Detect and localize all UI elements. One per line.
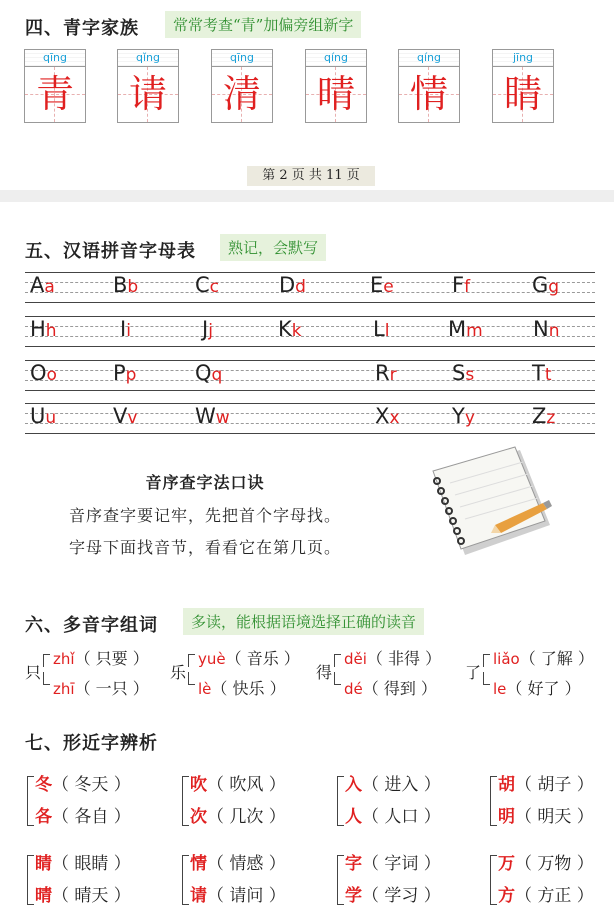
alphabet-row — [25, 403, 595, 433]
example-word: （ 情感 ） — [207, 854, 286, 874]
example-word: （ 几次 ） — [207, 807, 286, 827]
bracket — [483, 654, 490, 667]
letter-pair — [279, 273, 306, 297]
bracket — [490, 776, 497, 826]
hanzi-char: 晴 — [35, 886, 52, 906]
example-word: （ 得到 ） — [362, 679, 437, 698]
polyphone-char: 乐 — [170, 663, 187, 682]
lowercase-letter: s — [465, 365, 475, 385]
hanzi-char: 次 — [190, 807, 207, 827]
lowercase-letter: q — [211, 365, 223, 385]
page-number: 第 2 页 共 11 页 — [247, 166, 375, 186]
example-word: （ 快乐 ） — [211, 679, 286, 698]
hanzi-char: 学 — [345, 886, 362, 906]
example-word: （ 好了 ） — [506, 679, 581, 698]
uppercase-letter: T — [532, 361, 545, 385]
lowercase-letter: m — [466, 321, 483, 341]
letter-pair — [120, 317, 131, 341]
letter-pair — [532, 273, 559, 297]
bracket — [182, 855, 189, 905]
lowercase-letter: a — [44, 277, 55, 297]
lowercase-letter: j — [208, 321, 213, 341]
example-word: （ 人口 ） — [362, 807, 441, 827]
pinyin-label: qǐng — [118, 50, 178, 67]
hanzi-char: 晴 — [316, 72, 355, 116]
letter-pair — [452, 273, 470, 297]
example-word: （ 一只 ） — [74, 679, 149, 698]
letter-pair — [195, 273, 219, 297]
example-word: （ 胡子 ） — [515, 775, 594, 795]
hanzi-char: 万 — [498, 854, 515, 874]
bracket — [334, 654, 341, 667]
hanzi-char: 情 — [190, 854, 207, 874]
section5-hint: 熟记，会默写 — [220, 234, 326, 261]
uppercase-letter: W — [195, 404, 216, 428]
example-word: （ 音乐 ） — [225, 649, 300, 668]
lowercase-letter: k — [291, 321, 302, 341]
pinyin-label: qíng — [306, 50, 366, 67]
hanzi-char: 请 — [128, 72, 167, 116]
lowercase-letter: r — [389, 365, 397, 385]
uppercase-letter: O — [30, 361, 47, 385]
uppercase-letter: D — [279, 273, 296, 297]
example-word: （ 请问 ） — [207, 886, 286, 906]
letter-pair — [375, 404, 399, 428]
lowercase-letter: l — [384, 321, 390, 341]
example-word: （ 各自 ） — [52, 807, 131, 827]
uppercase-letter: Y — [452, 404, 465, 428]
uppercase-letter: R — [375, 361, 390, 385]
rhyme-line-2: 字母下面找音节，看看它在第几页。 — [68, 538, 341, 557]
letter-pair — [30, 361, 57, 385]
hanzi-char: 字 — [345, 854, 362, 874]
uppercase-letter: P — [113, 361, 126, 385]
letter-pair — [30, 317, 57, 341]
letter-pair — [532, 361, 552, 385]
section5-title: 五、汉语拼音字母表 — [25, 241, 196, 262]
rhyme-line-1: 音序查字要记牢，先把首个字母找。 — [68, 506, 341, 525]
hanzi-char: 胡 — [498, 775, 515, 795]
hanzi-char: 人 — [345, 807, 362, 827]
pinyin-reading: zhī — [53, 680, 75, 698]
uppercase-letter: I — [120, 317, 127, 341]
example-word: （ 明天 ） — [515, 807, 594, 827]
alphabet-row — [25, 272, 595, 302]
hanzi-char: 方 — [498, 886, 515, 906]
hanzi-char: 各 — [35, 807, 52, 827]
uppercase-letter: Z — [532, 404, 547, 428]
hanzi-char: 情 — [409, 72, 448, 116]
uppercase-letter: Q — [195, 361, 212, 385]
letter-pair — [533, 317, 560, 341]
section4-hint: 常常考查“青”加偏旁组新字 — [165, 11, 361, 38]
char-box — [398, 49, 460, 123]
pinyin-reading: le — [493, 680, 507, 698]
example-word: （ 万物 ） — [515, 854, 594, 874]
example-word: （ 非得 ） — [366, 649, 442, 668]
letter-pair — [113, 273, 138, 297]
uppercase-letter: E — [370, 273, 384, 297]
lowercase-letter: i — [126, 321, 131, 341]
lowercase-letter: g — [548, 277, 560, 297]
letter-pair — [113, 361, 136, 385]
char-box — [305, 49, 367, 123]
bracket — [27, 855, 34, 905]
hanzi-char: 吹 — [190, 775, 207, 795]
lowercase-letter: z — [546, 408, 556, 428]
uppercase-letter: N — [533, 317, 549, 341]
lowercase-letter: w — [215, 408, 230, 428]
pinyin-label: jīng — [493, 50, 553, 67]
example-word: （ 字词 ） — [362, 854, 441, 874]
uppercase-letter: C — [195, 273, 210, 297]
pinyin-reading: děi — [344, 650, 367, 668]
pinyin-label: qīng — [212, 50, 272, 67]
uppercase-letter: G — [532, 273, 549, 297]
example-word: （ 眼睛 ） — [52, 854, 131, 874]
pinyin-label: qīng — [25, 50, 85, 67]
section7-title: 七、形近字辨析 — [25, 733, 158, 754]
letter-pair — [370, 273, 394, 297]
example-word: （ 了解 ） — [519, 649, 594, 668]
letter-pair — [532, 404, 555, 428]
lowercase-letter: n — [548, 321, 560, 341]
example-word: （ 进入 ） — [362, 775, 441, 795]
bracket — [43, 654, 50, 667]
lowercase-letter: x — [389, 408, 400, 428]
uppercase-letter: B — [113, 273, 128, 297]
notebook-pen-icon — [415, 445, 555, 565]
uppercase-letter: F — [452, 273, 465, 297]
letter-pair — [202, 317, 213, 341]
hanzi-char: 请 — [190, 886, 207, 906]
letter-pair — [30, 404, 56, 428]
lowercase-letter: f — [464, 277, 471, 297]
pinyin-label: qíng — [399, 50, 459, 67]
char-box — [117, 49, 179, 123]
pinyin-reading: liǎo — [493, 650, 520, 668]
char-box — [492, 49, 554, 123]
uppercase-letter: V — [113, 404, 128, 428]
letter-pair — [195, 404, 230, 428]
lowercase-letter: e — [383, 277, 394, 297]
char-box — [211, 49, 273, 123]
bracket — [188, 654, 195, 667]
polyphone-char: 了 — [465, 663, 482, 682]
uppercase-letter: S — [452, 361, 466, 385]
hanzi-char: 明 — [498, 807, 515, 827]
hanzi-char: 冬 — [35, 775, 52, 795]
uppercase-letter: X — [375, 404, 390, 428]
uppercase-letter: A — [30, 273, 45, 297]
section4-title: 四、青字家族 — [25, 18, 139, 39]
example-word: （ 冬天 ） — [52, 775, 131, 795]
alphabet-row — [25, 316, 595, 346]
lowercase-letter: y — [464, 408, 475, 428]
lowercase-letter: p — [125, 365, 137, 385]
letter-pair — [195, 361, 222, 385]
uppercase-letter: J — [202, 317, 209, 341]
page-divider — [0, 190, 614, 202]
alphabet-row — [25, 360, 595, 390]
letter-pair — [278, 317, 302, 341]
polyphone-char: 得 — [316, 663, 333, 682]
bracket — [182, 776, 189, 826]
letter-pair — [375, 361, 397, 385]
uppercase-letter: U — [30, 404, 46, 428]
letter-pair — [373, 317, 389, 341]
lowercase-letter: o — [46, 365, 57, 385]
uppercase-letter: K — [278, 317, 292, 341]
section6-hint: 多读，能根据语境选择正确的读音 — [183, 608, 424, 635]
hanzi-char: 清 — [222, 72, 261, 116]
example-word: （ 晴天 ） — [52, 886, 131, 906]
section6-title: 六、多音字组词 — [25, 615, 158, 636]
letter-pair — [452, 361, 474, 385]
pinyin-reading: dé — [344, 680, 363, 698]
lowercase-letter: d — [295, 277, 306, 297]
pinyin-reading: zhǐ — [53, 650, 75, 668]
letter-pair — [448, 317, 483, 341]
bracket — [27, 776, 34, 826]
bracket — [188, 672, 195, 685]
letter-pair — [113, 404, 137, 428]
pinyin-reading: lè — [198, 680, 212, 698]
pinyin-reading: yuè — [198, 650, 226, 668]
bracket — [337, 855, 344, 905]
uppercase-letter: M — [448, 317, 467, 341]
bracket — [43, 672, 50, 685]
letter-pair — [30, 273, 55, 297]
hanzi-char: 睛 — [503, 72, 542, 116]
example-word: （ 吹风 ） — [207, 775, 286, 795]
bracket — [483, 672, 490, 685]
bracket — [337, 776, 344, 826]
hanzi-char: 睛 — [35, 854, 52, 874]
uppercase-letter: L — [373, 317, 385, 341]
lowercase-letter: t — [544, 365, 552, 385]
lowercase-letter: c — [209, 277, 220, 297]
bracket — [334, 672, 341, 685]
example-word: （ 方正 ） — [515, 886, 594, 906]
example-word: （ 学习 ） — [362, 886, 441, 906]
bracket — [490, 855, 497, 905]
lowercase-letter: v — [127, 408, 138, 428]
rhyme-title: 音序查字法口诀 — [145, 473, 265, 492]
letter-pair — [452, 404, 475, 428]
polyphone-char: 只 — [25, 663, 42, 682]
hanzi-char: 青 — [35, 72, 74, 116]
hanzi-char: 入 — [345, 775, 362, 795]
lowercase-letter: b — [127, 277, 139, 297]
uppercase-letter: H — [30, 317, 46, 341]
char-box — [24, 49, 86, 123]
example-word: （ 只要 ） — [74, 649, 149, 668]
lowercase-letter: h — [45, 321, 57, 341]
lowercase-letter: u — [45, 408, 57, 428]
